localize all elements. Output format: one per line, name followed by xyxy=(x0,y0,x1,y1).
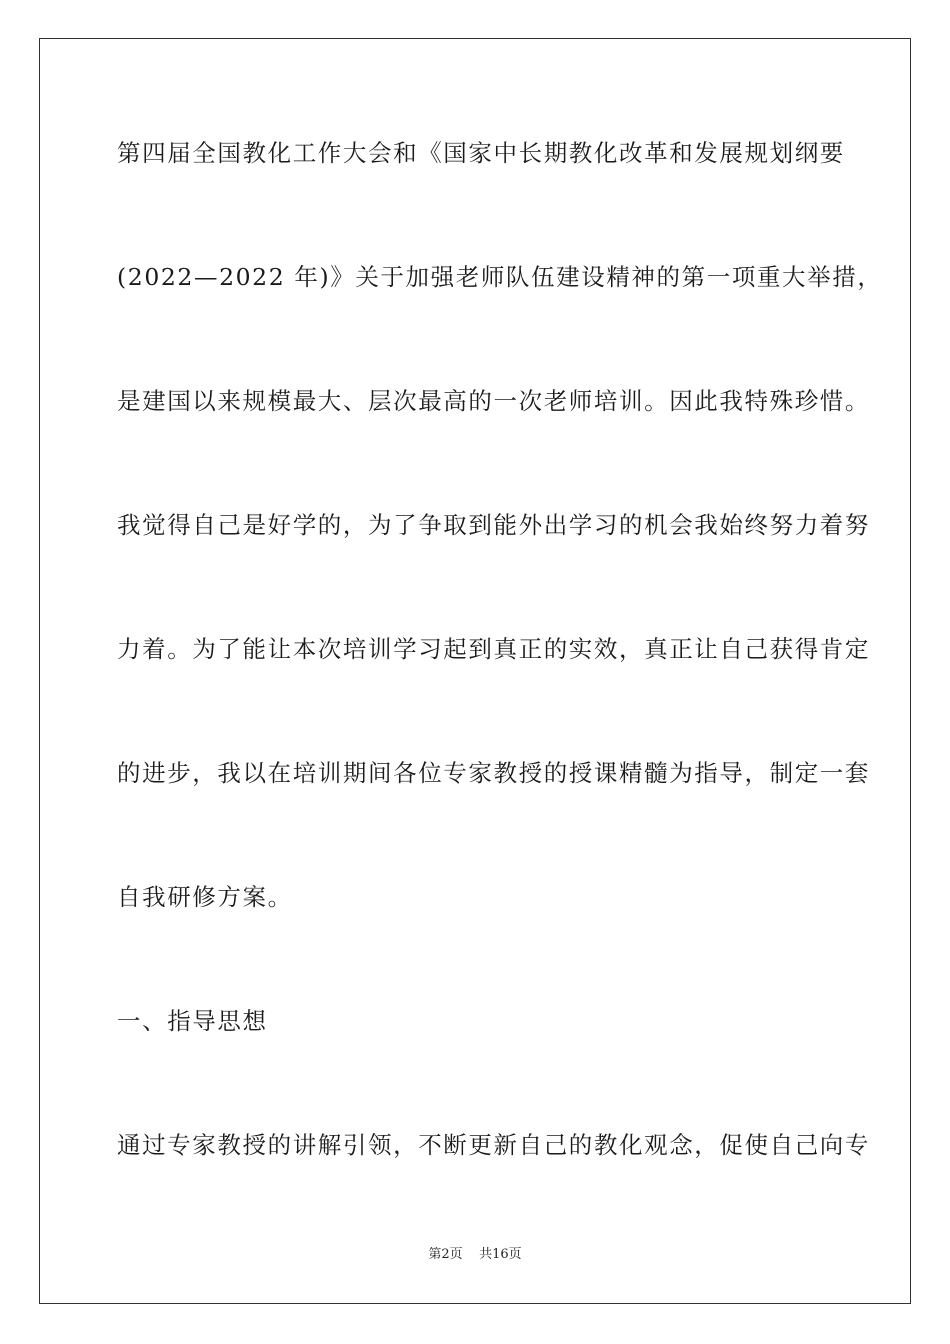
paragraph-line-6: 的进步，我以在培训期间各位专家教授的授课精髓为指导，制定一套 xyxy=(117,759,870,787)
page-total: 共16页 xyxy=(479,1247,522,1262)
paragraph-line-7: 自我研修方案。 xyxy=(117,883,293,911)
page-footer xyxy=(0,1247,950,1263)
section-heading: 一、指导思想 xyxy=(117,1007,268,1035)
page-frame xyxy=(39,38,911,1304)
page-number: 第2页 xyxy=(428,1247,463,1262)
paragraph-line-8: 通过专家教授的讲解引领，不断更新自己的教化观念，促使自己向专 xyxy=(117,1131,870,1159)
paragraph-line-2: (2022—2022 年)》关于加强老师队伍建设精神的第一项重大举措， xyxy=(117,263,883,291)
paragraph-line-5: 力着。为了能让本次培训学习起到真正的实效，真正让自己获得肯定 xyxy=(117,635,870,663)
paragraph-line-4: 我觉得自己是好学的，为了争取到能外出学习的机会我始终努力着努 xyxy=(117,511,870,539)
paragraph-line-1: 第四届全国教化工作大会和《国家中长期教化改革和发展规划纲要 xyxy=(117,139,845,167)
paragraph-line-3: 是建国以来规模最大、层次最高的一次老师培训。因此我特殊珍惜。 xyxy=(117,387,870,415)
